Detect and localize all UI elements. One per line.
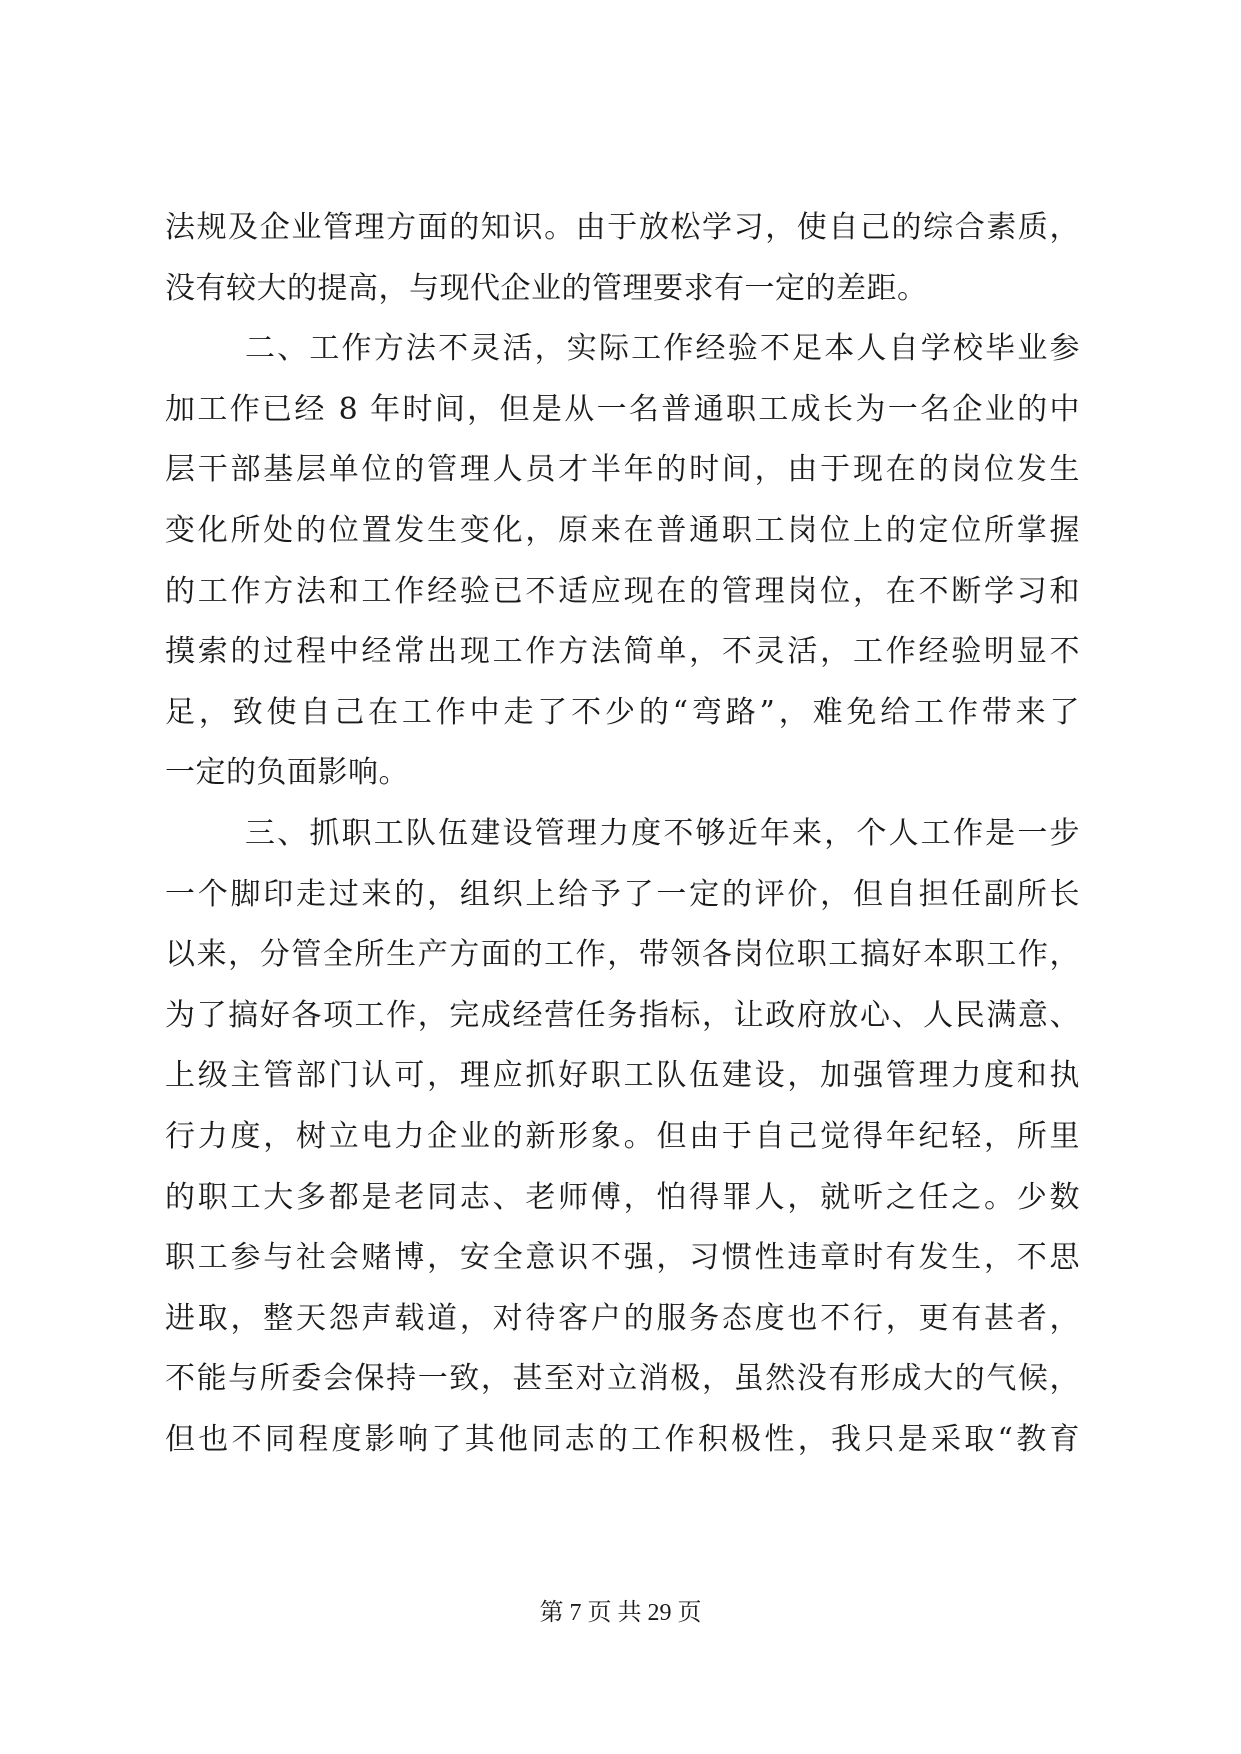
text-line: 为了搞好各项工作，完成经营任务指标，让政府放心、人民满意、: [165, 997, 1080, 1033]
text-line: 层干部基层单位的管理人员才半年的时间，由于现在的岗位发生: [165, 452, 1080, 488]
text-line: 不能与所委会保持一致，甚至对立消极，虽然没有形成大的气候，: [165, 1361, 1080, 1397]
text-line: 没有较大的提高，与现代企业的管理要求有一定的差距。: [165, 270, 928, 306]
text-line: 一个脚印走过来的，组织上给予了一定的评价，但自担任副所长: [165, 876, 1080, 912]
text-line: 摸索的过程中经常出现工作方法简单，不灵活，工作经验明显不: [165, 634, 1080, 670]
text-line: 一定的负面影响。: [165, 755, 409, 791]
text-line: 加工作已经 8 年时间，但是从一名普通职工成长为一名企业的中: [165, 391, 1080, 427]
text-line: 的职工大多都是老同志、老师傅，怕得罪人，就听之任之。少数: [165, 1179, 1080, 1215]
page-footer: 第 7 页 共 29 页: [539, 1600, 702, 1626]
text-line: 但也不同程度影响了其他同志的工作积极性，我只是采取“教育: [165, 1421, 1080, 1457]
text-line: 进取，整天怨声载道，对待客户的服务态度也不行，更有甚者，: [165, 1300, 1080, 1336]
text-line: 足，致使自己在工作中走了不少的“弯路”，难免给工作带来了: [165, 694, 1080, 730]
text-line: 二、工作方法不灵活，实际工作经验不足本人自学校毕业参: [245, 331, 1080, 367]
body-text: [165, 198, 1080, 1470]
text-line: 的工作方法和工作经验已不适应现在的管理岗位，在不断学习和: [165, 573, 1080, 609]
text-line: 变化所处的位置发生变化，原来在普通职工岗位上的定位所掌握: [165, 512, 1080, 548]
text-line: 三、抓职工队伍建设管理力度不够近年来，个人工作是一步: [245, 815, 1080, 851]
text-line: 职工参与社会赌博，安全意识不强，习惯性违章时有发生，不思: [165, 1240, 1080, 1276]
text-line: 上级主管部门认可，理应抓好职工队伍建设，加强管理力度和执: [165, 1058, 1080, 1094]
text-line: 以来，分管全所生产方面的工作，带领各岗位职工搞好本职工作，: [165, 937, 1080, 973]
text-line: 行力度，树立电力企业的新形象。但由于自己觉得年纪轻，所里: [165, 1118, 1080, 1154]
text-line: 法规及企业管理方面的知识。由于放松学习，使自己的综合素质，: [165, 210, 1080, 245]
